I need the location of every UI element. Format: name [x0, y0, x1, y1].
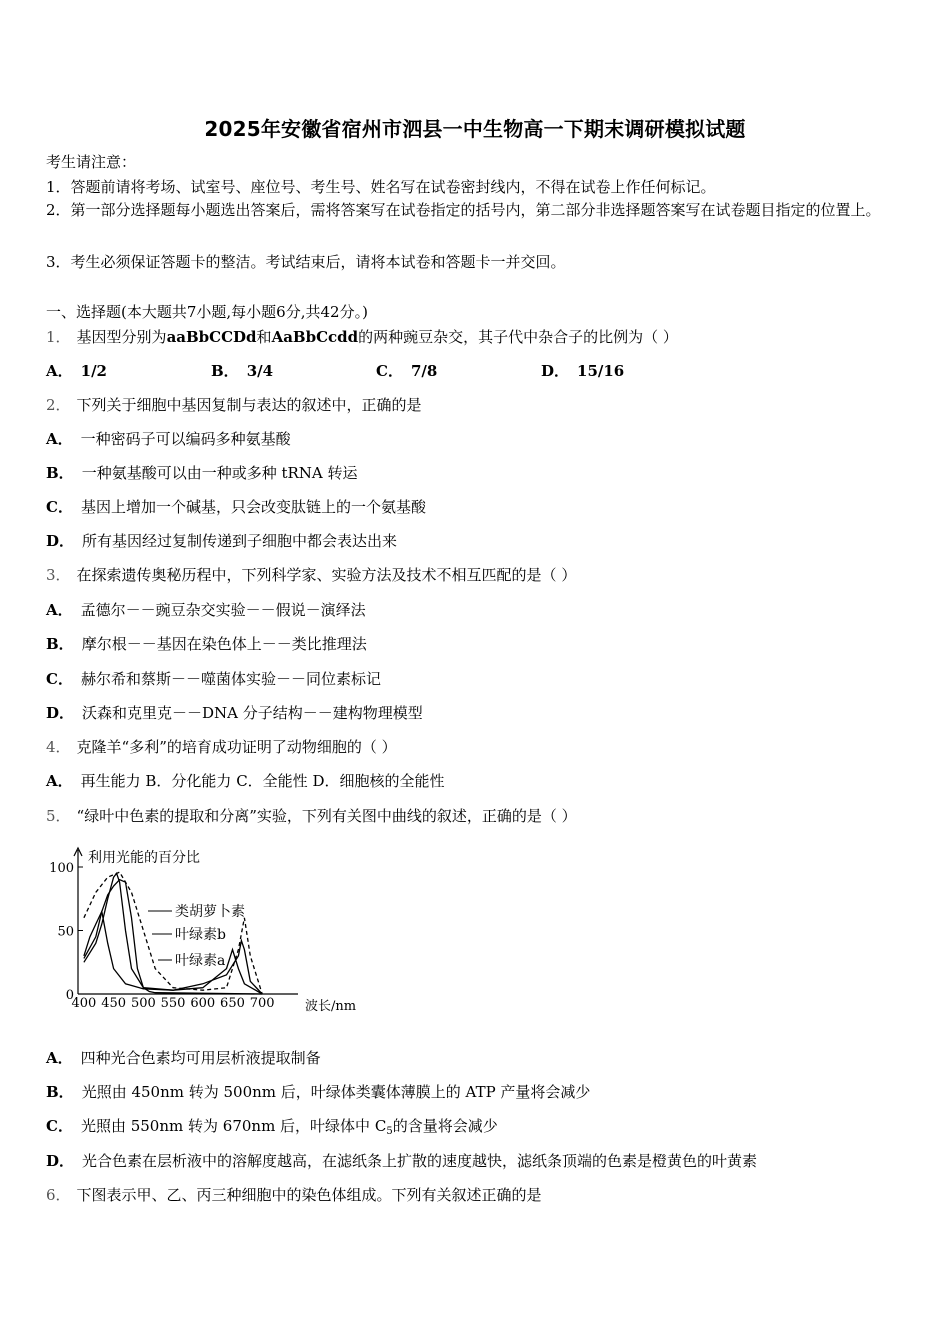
question-5: [46, 805, 577, 827]
question-text: 下列关于细胞中基因复制与表达的叙述中，正确的是: [76, 396, 422, 414]
option-d[interactable]: D． 15/16: [541, 362, 625, 380]
option-a[interactable]: A． 一种密码子可以编码多种氨基酸: [46, 430, 291, 448]
section-heading: 一、选择题(本大题共7小题,每小题6分,共42分。): [46, 303, 368, 321]
question-number: 6．: [46, 1186, 71, 1204]
option-c[interactable]: C． 赫尔希和蔡斯－－噬菌体实验－－同位素标记: [46, 670, 381, 688]
x-tick-label: 400: [71, 996, 97, 1011]
option-b[interactable]: B． 一种氨基酸可以由一种或多种 tRNA 转运: [46, 464, 358, 482]
notice-item-1: 1．答题前请将考场、试室号、座位号、考生号、姓名写在试卷密封线内，不得在试卷上作任何标记。: [46, 178, 716, 196]
option-b[interactable]: B． 光照由 450nm 转为 500nm 后，叶绿体类囊体薄膜上的 ATP 产量将会减少: [46, 1083, 591, 1101]
x-tick-label: 700: [249, 996, 275, 1011]
question-text: 克隆羊“多利”的培育成功证明了动物细胞的（ ）: [76, 738, 397, 756]
option-a[interactable]: A． 孟德尔－－豌豆杂交实验－－假说－演绎法: [46, 601, 366, 619]
question-text: 在探索遗传奥秘历程中，下列科学家、实验方法及技术不相互匹配的是（ ）: [76, 566, 577, 584]
notice-item-2: 2．第一部分选择题每小题选出答案后，需将答案写在试卷指定的括号内，第二部分非选择题答案写在试卷题目指定的位置上。: [46, 201, 881, 219]
question-text: 和: [256, 328, 272, 346]
question-3: [46, 564, 576, 586]
x-tick-label: 550: [160, 996, 186, 1011]
series-label-2: 叶绿素b: [175, 927, 226, 943]
x-axis-label: 波长/nm: [305, 999, 357, 1014]
question-number: 3．: [46, 566, 71, 584]
chart-plot-area: [49, 848, 356, 1014]
series-line-3: [84, 912, 262, 995]
option-a[interactable]: A． 1/2: [46, 362, 107, 380]
y-axis-label: 利用光能的百分比: [88, 850, 200, 866]
question-text: 的两种豌豆杂交，其子代中杂合子的比例为（ ）: [358, 328, 678, 346]
question-text: 下图表示甲、乙、丙三种细胞中的染色体组成。下列有关叙述正确的是: [76, 1186, 542, 1204]
notice-heading: 考生请注意：: [46, 153, 137, 171]
absorption-spectrum-chart: [40, 842, 380, 1022]
option-d[interactable]: D． 沃森和克里克－－DNA 分子结构－－建构物理模型: [46, 704, 423, 722]
question-2: [46, 394, 422, 416]
question-number: 2．: [46, 396, 71, 414]
x-tick-label: 450: [101, 996, 127, 1011]
question-6: [46, 1184, 542, 1206]
option-a[interactable]: A． 四种光合色素均可用层析液提取制备: [46, 1049, 321, 1067]
y-tick-label: 100: [49, 861, 74, 876]
question-text: 基因型分别为: [76, 328, 167, 346]
genotype-1: aaBbCCDd: [166, 328, 257, 346]
option-c[interactable]: C． 7/8: [376, 362, 438, 380]
option-d[interactable]: D． 所有基因经过复制传递到子细胞中都会表达出来: [46, 532, 398, 550]
question-4: [46, 736, 397, 758]
y-tick-label: 0: [65, 988, 74, 1003]
y-tick-label: 50: [57, 924, 74, 940]
question-text: “绿叶中色素的提取和分离”实验，下列有关图中曲线的叙述，正确的是（ ）: [76, 807, 577, 825]
option-c[interactable]: C． 光照由 550nm 转为 670nm 后，叶绿体中 $C_5$的含量将会减少: [46, 1117, 498, 1137]
question-1: [46, 326, 678, 348]
option-c[interactable]: C． 基因上增加一个碱基，只会改变肽链上的一个氨基酸: [46, 498, 426, 516]
option-b[interactable]: B． 摩尔根－－基因在染色体上－－类比推理法: [46, 635, 367, 653]
x-tick-label: 650: [220, 996, 245, 1011]
question-number: 5．: [46, 807, 71, 825]
genotype-2: AaBbCcdd: [271, 328, 359, 346]
option-d[interactable]: D． 光合色素在层析液中的溶解度越高，在滤纸条上扩散的速度越快，滤纸条顶端的色素是橙黄色的叶黄素: [46, 1152, 758, 1170]
x-tick-label: 600: [190, 996, 216, 1011]
question-number: 4．: [46, 738, 71, 756]
x-tick-label: 500: [130, 996, 156, 1011]
subscript: 5: [386, 1126, 393, 1137]
series-label-1: 类胡萝卜素: [175, 904, 245, 920]
question-4-options[interactable]: A． 再生能力 B．分化能力 C．全能性 D．细胞核的全能性: [46, 772, 445, 790]
series-line-1: [84, 880, 262, 994]
question-1-options: [46, 360, 706, 382]
option-b[interactable]: B． 3/4: [211, 362, 274, 380]
series-label-3: 叶绿素a: [175, 953, 226, 969]
page-title: 2025年安徽省宿州市泗县一中生物高一下期末调研模拟试题: [204, 117, 746, 141]
question-number: 1．: [46, 328, 71, 346]
notice-item-3: 3．考生必须保证答题卡的整洁。考试结束后，请将本试卷和答题卡一并交回。: [46, 253, 566, 271]
